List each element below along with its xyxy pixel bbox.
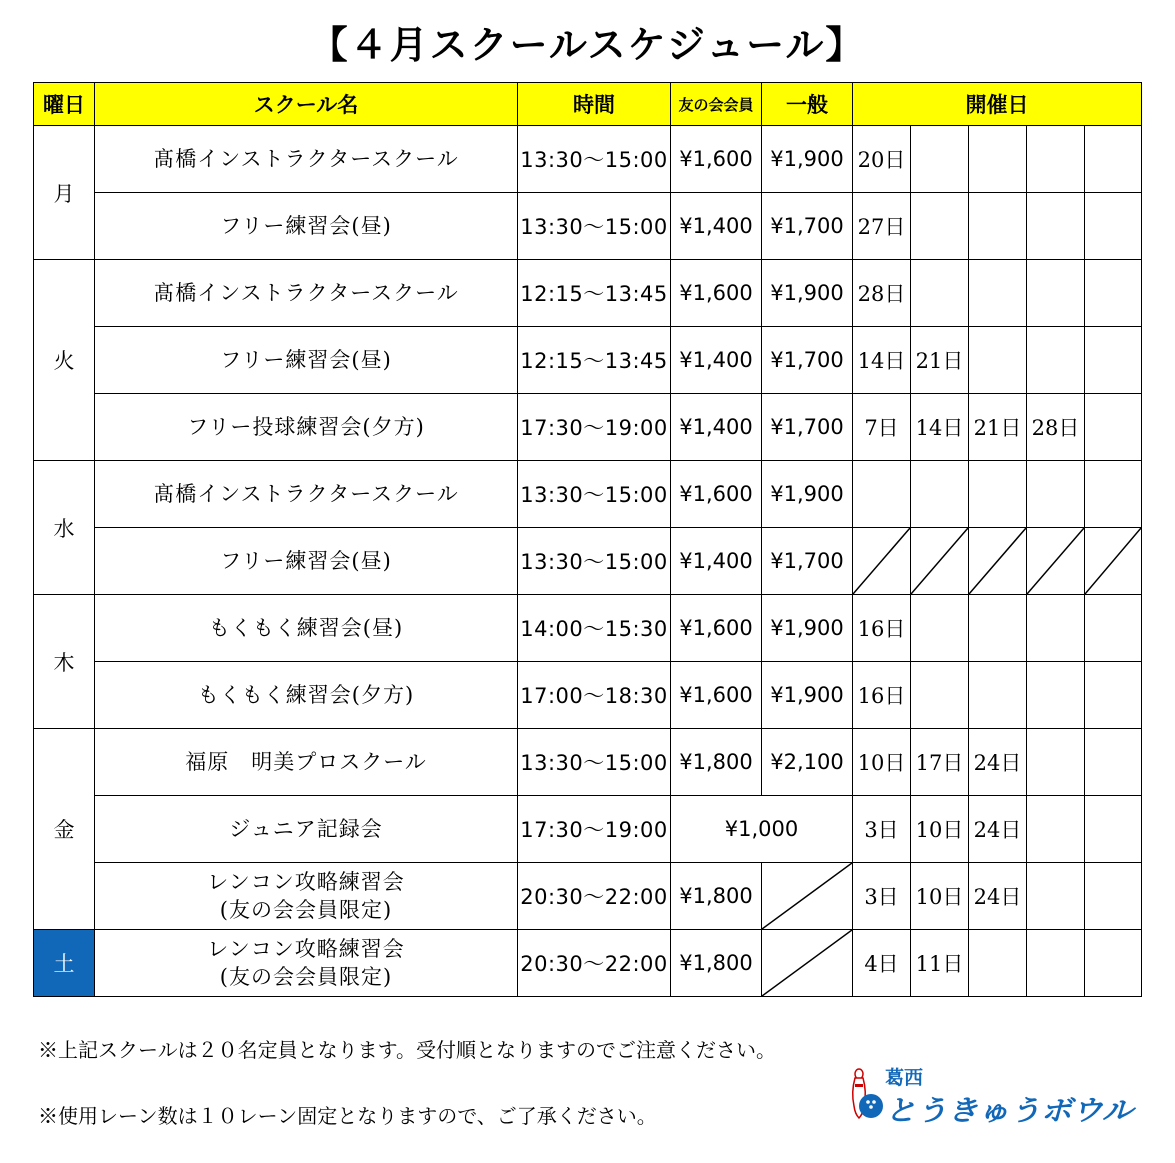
school-name: 髙橋インストラクタースクール xyxy=(95,260,518,327)
general-price: ¥1,700 xyxy=(762,327,853,394)
date-cell: 10日 xyxy=(853,729,911,796)
date-cell: 21日 xyxy=(911,327,969,394)
date-cell: 4日 xyxy=(853,930,911,997)
note-lanes: ※使用レーン数は１０レーン固定となりますので、ご了承ください。 xyxy=(38,1104,657,1128)
date-cell: 24日 xyxy=(969,863,1027,930)
member-price: ¥1,400 xyxy=(671,327,762,394)
not-available-cell xyxy=(762,863,853,930)
school-name: もくもく練習会(夕方) xyxy=(95,662,518,729)
date-cell xyxy=(1027,461,1085,528)
table-row xyxy=(34,461,1142,528)
table-row xyxy=(34,729,1142,796)
member-price: ¥1,800 xyxy=(671,930,762,997)
bowling-pin-icon xyxy=(853,1069,883,1118)
header-general: 一般 xyxy=(762,83,853,126)
date-cell xyxy=(911,595,969,662)
not-held-cell xyxy=(1027,528,1085,595)
combined-price: ¥1,000 xyxy=(671,796,853,863)
day-cell-sat: 土 xyxy=(34,930,95,997)
date-cell xyxy=(969,662,1027,729)
diagonal-slash xyxy=(911,528,968,594)
date-cell: 3日 xyxy=(853,796,911,863)
date-cell: 24日 xyxy=(969,729,1027,796)
table-row xyxy=(34,126,1142,193)
header-day: 曜日 xyxy=(34,83,95,126)
school-name: フリー投球練習会(夕方) xyxy=(95,394,518,461)
general-price: ¥1,900 xyxy=(762,461,853,528)
time-cell: 13:30～15:00 xyxy=(518,461,671,528)
diagonal-slash xyxy=(762,930,852,996)
school-name: フリー練習会(昼) xyxy=(95,528,518,595)
date-cell xyxy=(1085,461,1142,528)
date-cell xyxy=(1085,595,1142,662)
date-cell: 21日 xyxy=(969,394,1027,461)
member-price: ¥1,600 xyxy=(671,595,762,662)
member-price: ¥1,600 xyxy=(671,126,762,193)
date-cell xyxy=(969,126,1027,193)
date-cell: 28日 xyxy=(1027,394,1085,461)
time-cell: 13:30～15:00 xyxy=(518,528,671,595)
date-cell: 24日 xyxy=(969,796,1027,863)
member-price: ¥1,800 xyxy=(671,863,762,930)
school-name-line2: (友の会会員限定) xyxy=(219,965,393,989)
school-name xyxy=(95,930,518,997)
general-price: ¥1,700 xyxy=(762,193,853,260)
date-cell: 17日 xyxy=(911,729,969,796)
date-cell xyxy=(1027,729,1085,796)
table-row xyxy=(34,595,1142,662)
date-cell xyxy=(969,595,1027,662)
time-cell: 20:30～22:00 xyxy=(518,863,671,930)
date-cell: 20日 xyxy=(853,126,911,193)
not-held-cell xyxy=(969,528,1027,595)
time-cell: 17:30～19:00 xyxy=(518,394,671,461)
date-cell xyxy=(911,126,969,193)
date-cell: 28日 xyxy=(853,260,911,327)
diagonal-slash xyxy=(1085,528,1141,594)
general-price: ¥1,700 xyxy=(762,528,853,595)
day-cell-fri: 金 xyxy=(34,729,95,930)
school-name-line1: レンコン攻略練習会 xyxy=(207,937,405,961)
school-name: もくもく練習会(昼) xyxy=(95,595,518,662)
date-cell xyxy=(911,461,969,528)
date-cell xyxy=(969,260,1027,327)
diagonal-slash xyxy=(1027,528,1084,594)
table-row xyxy=(34,193,1142,260)
day-cell-mon: 月 xyxy=(34,126,95,260)
date-cell xyxy=(911,260,969,327)
time-cell: 13:30～15:00 xyxy=(518,126,671,193)
member-price: ¥1,400 xyxy=(671,394,762,461)
date-cell xyxy=(1085,260,1142,327)
date-cell xyxy=(1027,930,1085,997)
date-cell xyxy=(853,461,911,528)
school-name: フリー練習会(昼) xyxy=(95,193,518,260)
logo-top-text: 葛西 xyxy=(885,1067,924,1089)
general-price: ¥1,900 xyxy=(762,595,853,662)
member-price: ¥1,800 xyxy=(671,729,762,796)
time-cell: 20:30～22:00 xyxy=(518,930,671,997)
general-price: ¥1,900 xyxy=(762,260,853,327)
date-cell xyxy=(1085,327,1142,394)
table-row xyxy=(34,394,1142,461)
date-cell xyxy=(1085,662,1142,729)
diagonal-slash xyxy=(853,528,910,594)
general-price: ¥1,900 xyxy=(762,662,853,729)
not-held-cell xyxy=(1085,528,1142,595)
date-cell: 7日 xyxy=(853,394,911,461)
time-cell: 14:00～15:30 xyxy=(518,595,671,662)
schedule-table xyxy=(33,82,1142,997)
table-row xyxy=(34,796,1142,863)
school-name: 髙橋インストラクタースクール xyxy=(95,126,518,193)
general-price: ¥2,100 xyxy=(762,729,853,796)
member-price: ¥1,400 xyxy=(671,528,762,595)
date-cell xyxy=(1085,729,1142,796)
table-row xyxy=(34,260,1142,327)
diagonal-slash xyxy=(762,863,852,929)
general-price: ¥1,900 xyxy=(762,126,853,193)
date-cell xyxy=(1085,863,1142,930)
not-available-cell xyxy=(762,930,853,997)
header-dates: 開催日 xyxy=(853,83,1142,126)
logo-main-text: とうきゅうボウル xyxy=(885,1094,1137,1127)
page-title: 【４月スクールスケジュール】 xyxy=(309,22,866,67)
date-cell xyxy=(969,461,1027,528)
time-cell: 12:15～13:45 xyxy=(518,327,671,394)
diagonal-slash xyxy=(969,528,1026,594)
date-cell xyxy=(969,930,1027,997)
not-held-cell xyxy=(853,528,911,595)
header-name: スクール名 xyxy=(95,83,518,126)
date-cell xyxy=(969,193,1027,260)
school-name-line1: レンコン攻略練習会 xyxy=(207,870,405,894)
date-cell xyxy=(911,662,969,729)
member-price: ¥1,600 xyxy=(671,260,762,327)
date-cell xyxy=(1085,193,1142,260)
day-cell-tue: 火 xyxy=(34,260,95,461)
date-cell xyxy=(1085,126,1142,193)
time-cell: 13:30～15:00 xyxy=(518,193,671,260)
table-row xyxy=(34,327,1142,394)
note-capacity: ※上記スクールは２０名定員となります。受付順となりますのでご注意ください。 xyxy=(38,1038,776,1062)
date-cell: 14日 xyxy=(853,327,911,394)
school-name-line2: (友の会会員限定) xyxy=(219,898,393,922)
date-cell: 14日 xyxy=(911,394,969,461)
member-price: ¥1,400 xyxy=(671,193,762,260)
logo xyxy=(845,1062,1145,1132)
table-row xyxy=(34,930,1142,997)
date-cell xyxy=(1027,595,1085,662)
school-name: フリー練習会(昼) xyxy=(95,327,518,394)
date-cell xyxy=(1085,394,1142,461)
school-name xyxy=(95,863,518,930)
date-cell xyxy=(1027,327,1085,394)
date-cell xyxy=(1027,193,1085,260)
header-row xyxy=(34,83,1142,126)
header-time: 時間 xyxy=(518,83,671,126)
date-cell: 3日 xyxy=(853,863,911,930)
school-name: ジュニア記録会 xyxy=(95,796,518,863)
school-name: 福原 明美プロスクール xyxy=(95,729,518,796)
date-cell xyxy=(1027,260,1085,327)
date-cell xyxy=(1085,796,1142,863)
date-cell xyxy=(911,193,969,260)
member-price: ¥1,600 xyxy=(671,461,762,528)
day-cell-thu: 木 xyxy=(34,595,95,729)
date-cell: 16日 xyxy=(853,662,911,729)
day-cell-wed: 水 xyxy=(34,461,95,595)
school-name: 髙橋インストラクタースクール xyxy=(95,461,518,528)
date-cell: 16日 xyxy=(853,595,911,662)
date-cell: 10日 xyxy=(911,863,969,930)
date-cell xyxy=(1027,126,1085,193)
date-cell: 10日 xyxy=(911,796,969,863)
not-held-cell xyxy=(911,528,969,595)
date-cell xyxy=(1027,863,1085,930)
time-cell: 17:30～19:00 xyxy=(518,796,671,863)
header-member: 友の会会員 xyxy=(671,83,762,126)
date-cell xyxy=(1085,930,1142,997)
date-cell xyxy=(1027,662,1085,729)
table-row xyxy=(34,662,1142,729)
member-price: ¥1,600 xyxy=(671,662,762,729)
table-row xyxy=(34,528,1142,595)
date-cell xyxy=(1027,796,1085,863)
date-cell xyxy=(969,327,1027,394)
table-row xyxy=(34,863,1142,930)
date-cell: 11日 xyxy=(911,930,969,997)
general-price: ¥1,700 xyxy=(762,394,853,461)
time-cell: 12:15～13:45 xyxy=(518,260,671,327)
time-cell: 17:00～18:30 xyxy=(518,662,671,729)
time-cell: 13:30～15:00 xyxy=(518,729,671,796)
date-cell: 27日 xyxy=(853,193,911,260)
